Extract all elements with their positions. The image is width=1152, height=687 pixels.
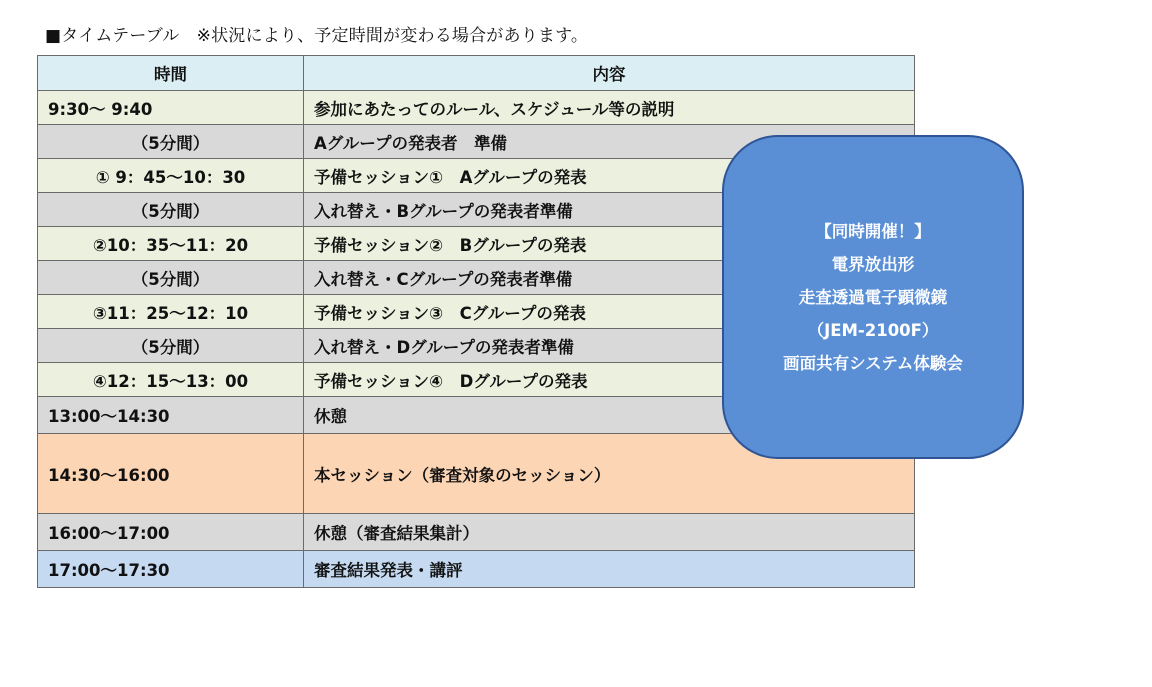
row-time: ① 9：45～10：30 (38, 159, 304, 193)
row-content: 審査結果発表・講評 (304, 551, 915, 588)
table-row (38, 91, 915, 125)
row-content: 予備セッション④ Dグループの発表 (304, 363, 915, 397)
row-content: 予備セッション③ Cグループの発表 (304, 295, 915, 329)
callout-line: 電界放出形 (831, 254, 915, 274)
row-time: 16:00～17:00 (38, 514, 304, 551)
row-time: 14:30～16:00 (38, 434, 304, 514)
row-time: 17:00～17:30 (38, 551, 304, 588)
callout-line: 走査透過電子顕微鏡 (798, 287, 948, 307)
row-time: ②10：35～11：20 (38, 227, 304, 261)
row-content: 本セッション（審査対象のセッション） (304, 434, 915, 514)
row-time: 9:30～ 9:40 (38, 91, 304, 125)
row-time: 13:00～14:30 (38, 397, 304, 434)
header-time: 時間 (38, 56, 304, 91)
callout-line: 画面共有システム体験会 (783, 353, 963, 373)
row-time: （5分間） (38, 125, 304, 159)
row-content: 入れ替え・Bグループの発表者準備 (304, 193, 915, 227)
row-time: （5分間） (38, 193, 304, 227)
row-content: 予備セッション② Bグループの発表 (304, 227, 915, 261)
table-row (38, 514, 915, 551)
row-content: 入れ替え・Cグループの発表者準備 (304, 261, 915, 295)
row-content: Aグループの発表者 準備 (304, 125, 915, 159)
header-content: 内容 (304, 56, 915, 91)
row-time: ③11：25～12：10 (38, 295, 304, 329)
row-content: 予備セッション① Aグループの発表 (304, 159, 915, 193)
table-row (38, 551, 915, 588)
row-time: （5分間） (38, 261, 304, 295)
row-content: 入れ替え・Dグループの発表者準備 (304, 329, 915, 363)
row-content: 参加にあたってのルール、スケジュール等の説明 (304, 91, 915, 125)
row-content: 休憩（審査結果集計） (304, 514, 915, 551)
row-time: （5分間） (38, 329, 304, 363)
table-header-row (38, 56, 915, 91)
callout-line: （JEM-2100F） (807, 320, 939, 340)
callout-line: 【同時開催！】 (815, 221, 931, 241)
row-content: 休憩 (304, 397, 915, 434)
row-time: ④12：15～13：00 (38, 363, 304, 397)
timetable-caption: ■タイムテーブル ※状況により、予定時間が変わる場合があります。 (45, 26, 589, 46)
simultaneous-event-callout (722, 135, 1024, 459)
